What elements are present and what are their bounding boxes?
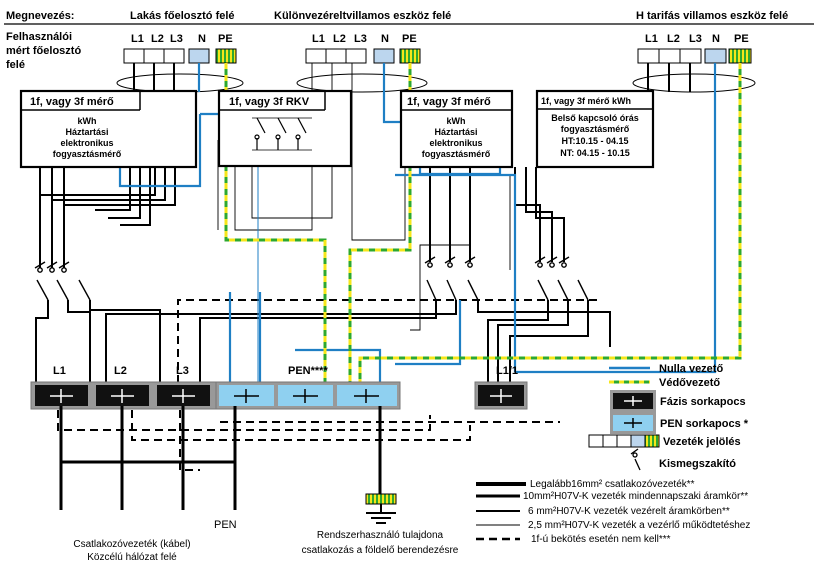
- bundle-ellipse: [297, 74, 427, 92]
- user-label-line-1: Felhasználói: [6, 31, 73, 43]
- meter-2-line-3: elektronikus: [429, 138, 483, 148]
- terminal-label: L1: [131, 33, 144, 45]
- line-legend-4: 2,5 mm²H07V-K vezeték a vezérlő működtetéshez: [528, 520, 751, 531]
- meter-2-title: 1f, vagy 3f mérő: [407, 96, 491, 108]
- header-naming: Megnevezés:: [6, 10, 75, 22]
- bottom-pen-label: PEN: [214, 519, 237, 531]
- breaker-group-middle: [425, 257, 478, 300]
- terminal-label: N: [712, 33, 720, 45]
- wire-marking-icon: [589, 435, 659, 447]
- rkv-title: 1f, vagy 3f RKV: [229, 96, 310, 108]
- terminal-block-1: [117, 33, 243, 92]
- header-col2: Különvezéreltvillamos eszköz felé: [274, 10, 452, 22]
- terminal-label: L2: [333, 33, 346, 45]
- breaker-group-left: [35, 262, 90, 300]
- meter-1-title: 1f, vagy 3f mérő: [30, 96, 114, 108]
- terminal-label: L1: [312, 33, 325, 45]
- phase-terminal-l2: [96, 385, 149, 406]
- line-legend-1: Legalább16mm² csatlakozóvezeték**: [530, 479, 695, 490]
- legend-breaker: Kismegszakító: [659, 458, 737, 470]
- line-legend-5: 1f-ú bekötés esetén nem kell***: [531, 534, 671, 545]
- bottom-cable-line-1: Csatlakozóvezeték (kábel): [73, 539, 191, 550]
- bus-label-pen: PEN****: [288, 365, 328, 377]
- header-col1: Lakás főelosztó felé: [130, 10, 235, 22]
- bundle-ellipse: [117, 74, 243, 92]
- bottom-labels: [73, 519, 458, 563]
- pen-terminal-1: [219, 385, 274, 406]
- line-legend-2: 10mm²H07V-K vezeték mindennapszaki áramkör**: [523, 491, 749, 502]
- rkv-box: [219, 91, 351, 166]
- terminal-label: PE: [734, 33, 749, 45]
- meter-1-line-3: elektronikus: [60, 138, 114, 148]
- legend-pen-terminal: PEN sorkapocs *: [660, 418, 749, 430]
- terminal-label: L3: [170, 33, 183, 45]
- meter-2: [401, 91, 512, 167]
- breaker-icon: [35, 262, 48, 300]
- bus-label-l3: L3: [176, 365, 189, 377]
- header-col3: H tarifás villamos eszköz felé: [636, 10, 789, 22]
- terminal-label: L1: [645, 33, 658, 45]
- line-legend-3: 6 mm²H07V-K vezeték vezérelt áramkörben**: [528, 506, 730, 517]
- user-label-line-3: felé: [6, 59, 25, 71]
- line-legend: [476, 479, 750, 545]
- terminal-label: L3: [689, 33, 702, 45]
- breaker-icon: [559, 257, 588, 300]
- legend-protective: Védővezető: [659, 377, 721, 389]
- breaker-icon: [445, 257, 456, 300]
- header: [4, 10, 814, 24]
- terminal-label: L2: [151, 33, 164, 45]
- terminal-label: PE: [218, 33, 233, 45]
- bus-label-l11: L1/1: [496, 365, 519, 377]
- meter-1: [21, 91, 196, 167]
- meter-3-line-4: NT: 04.15 - 10.15: [560, 148, 630, 158]
- terminal-label: N: [381, 33, 389, 45]
- meter-2-line-1: kWh: [446, 116, 466, 126]
- legend: [589, 363, 749, 470]
- meter-3-line-1: Belső kapcsoló órás: [551, 113, 639, 123]
- breaker-group-right: [535, 257, 588, 300]
- meter-1-line-2: Háztartási: [65, 127, 109, 137]
- bottom-grounding-line-1: Rendszerhasználó tulajdona: [316, 530, 444, 541]
- meter-3-line-3: HT:10.15 - 04.15: [561, 136, 629, 146]
- terminal-label: N: [198, 33, 206, 45]
- bus-label-l2: L2: [114, 365, 127, 377]
- bundle-ellipse: [633, 74, 755, 92]
- user-label: [6, 31, 81, 71]
- terminal-label: PE: [402, 33, 417, 45]
- breaker-icon: [631, 449, 640, 470]
- breaker-icon: [425, 257, 436, 300]
- meter-3-line-2: fogyasztásmérő: [560, 124, 630, 134]
- phase-terminal-l1: [35, 385, 88, 406]
- bottom-cable-line-2: Közcélú hálózat felé: [87, 552, 177, 563]
- phase-terminal-l3: [157, 385, 210, 406]
- meter-3: [537, 91, 653, 167]
- breaker-icon: [535, 257, 548, 300]
- meter-1-line-1: kWh: [77, 116, 97, 126]
- ground-icon: [366, 494, 396, 523]
- terminal-label: L2: [667, 33, 680, 45]
- legend-marking: Vezeték jelölés: [663, 436, 741, 448]
- meter-2-line-2: Háztartási: [434, 127, 478, 137]
- breaker-icon: [465, 257, 478, 300]
- bus-label-l1: L1: [53, 365, 66, 377]
- pen-terminal-2: [278, 385, 333, 406]
- legend-neutral: Nulla vezető: [659, 363, 724, 375]
- legend-phase-terminal: Fázis sorkapocs: [660, 396, 746, 408]
- user-label-line-2: mért főelosztó: [6, 45, 82, 57]
- meter-3-title: 1f, vagy 3f mérő kWh: [541, 96, 632, 106]
- meter-2-line-4: fogyasztásmérő: [421, 149, 491, 159]
- breaker-icon: [59, 262, 90, 300]
- terminal-block-2: [297, 33, 427, 92]
- bottom-grounding-line-2: csatlakozás a földelő berendezésre: [301, 545, 459, 556]
- pen-terminal-3: [337, 385, 397, 406]
- phase-terminal-l11: [478, 385, 524, 406]
- meter-1-line-4: fogyasztásmérő: [52, 149, 122, 159]
- terminal-block-3: [633, 33, 755, 92]
- terminal-label: L3: [354, 33, 367, 45]
